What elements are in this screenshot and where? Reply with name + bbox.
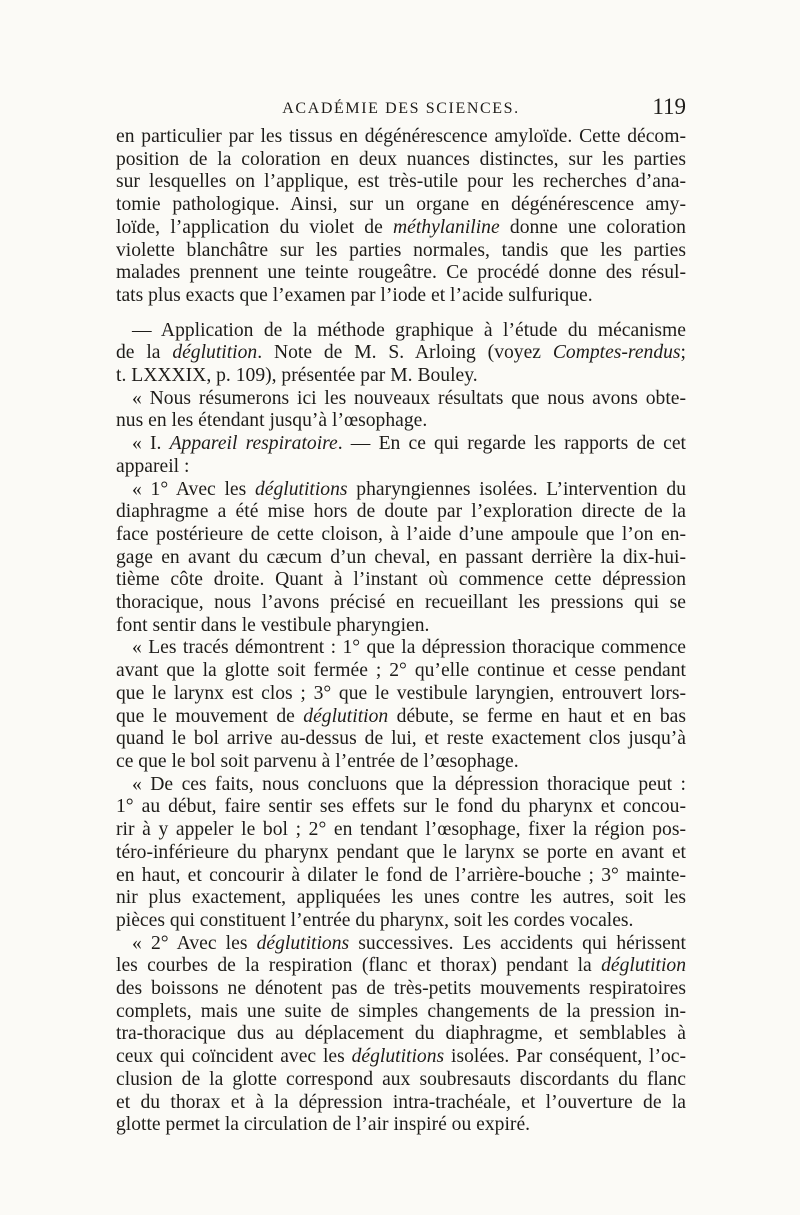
text-line: les courbes de la respiration (flanc et thorax) pendant la déglutition: [116, 955, 686, 977]
page-number: 119: [652, 94, 686, 119]
text-line: font sentir dans le vestibule pharyngien.: [116, 614, 430, 636]
text-line: tième côte droite. Quant à l’instant où commence cette dépression: [116, 569, 686, 591]
text-line: sur lesquelles on l’applique, est très-utile pour les recherches d’ana-: [116, 171, 686, 193]
paragraph: [116, 774, 686, 933]
text-line: 1° au début, faire sentir ses effets sur le fond du pharynx et concou-: [116, 796, 686, 818]
running-head: ACADÉMIE DES SCIENCES.: [282, 100, 520, 117]
paragraph: [116, 126, 686, 308]
text-line: en particulier par les tissus en dégénérescence amyloïde. Cette décom-: [116, 126, 686, 147]
text-line: et du thorax et à la dépression intra-trachéale, et l’ouverture de la: [116, 1091, 686, 1113]
text-line: en haut, et concourir à dilater le fond de l’arrière-bouche ; 3° mainte-: [116, 864, 686, 886]
text-line: nir plus exactement, appliquées les unes contre les autres, soit les: [116, 887, 686, 909]
page-header: [116, 94, 686, 124]
text-line: téro-inférieure du pharynx pendant que le larynx se porte en avant et: [116, 841, 686, 863]
text-line: ce que le bol soit parvenu à l’entrée de l’œsophage.: [116, 750, 519, 772]
text-line: loïde, l’application du violet de méthylaniline donne une coloration: [116, 216, 686, 238]
paragraph: [116, 479, 686, 638]
text-line: pièces qui constituent l’entrée du pharynx, soit les cordes vocales.: [116, 909, 634, 931]
paragraph: [116, 388, 686, 433]
text-line: ceux qui coïncident avec les déglutitions isolées. Par conséquent, l’oc-: [116, 1046, 687, 1068]
text-line: tats plus exacts que l’examen par l’iode et l’acide sulfurique.: [116, 284, 593, 306]
text-line: complets, mais une suite de simples changements de la pression in-: [116, 1000, 686, 1022]
text-line: rir à y appeler le bol ; 2° en tendant l’œsophage, fixer la région pos-: [116, 819, 686, 841]
text-line: malades prennent une teinte rougeâtre. Ce procédé donne des résul-: [116, 262, 686, 284]
paragraph: [116, 433, 686, 478]
text-line: avant que la glotte soit fermée ; 2° qu’elle continue et cesse pendant: [116, 660, 686, 682]
text-line: « 2° Avec les déglutitions successives. Les accidents qui hérissent: [132, 932, 687, 954]
paragraph: [116, 933, 686, 1137]
text-line: « I. Appareil respiratoire. — En ce qui regarde les rapports de cet: [132, 433, 686, 455]
body-text: [116, 126, 686, 1137]
text-line: t. LXXXIX, p. 109), présentée par M. Bouley.: [116, 365, 478, 387]
text-line: des boissons ne dénotent pas de très-petits mouvements respiratoires: [116, 978, 686, 1000]
text-line: quand le bol arrive au-dessus de lui, et reste exactement clos jusqu’à: [116, 728, 686, 750]
text-line: — Application de la méthode graphique à l’étude du mécanisme: [132, 319, 686, 341]
text-line: position de la coloration en deux nuances distinctes, sur les parties: [116, 148, 686, 170]
text-line: de la déglutition. Note de M. S. Arloing (voyez Comptes-rendus;: [116, 342, 686, 364]
text-line: thoracique, nous l’avons précisé en recueillant les pressions qui se: [116, 592, 686, 614]
text-line: tomie pathologique. Ainsi, sur un organe en dégénérescence amy-: [116, 194, 686, 216]
text-line: clusion de la glotte correspond aux soubresauts discordants du flanc: [116, 1068, 686, 1090]
text-line: « De ces faits, nous concluons que la dépression thoracique peut :: [132, 773, 686, 795]
text-line: « Les tracés démontrent : 1° que la dépression thoracique commence: [132, 637, 686, 659]
text-line: violette blanchâtre sur les parties normales, tandis que les parties: [116, 239, 686, 261]
text-line: tra-thoracique dus au déplacement du diaphragme, et semblables à: [116, 1023, 686, 1045]
text-line: que le larynx est clos ; 3° que le vestibule laryngien, entrouvert lors-: [116, 682, 686, 704]
paragraph: [116, 637, 686, 773]
text-line: que le mouvement de déglutition débute, se ferme en haut et en bas: [116, 705, 686, 727]
text-line: nus en les étendant jusqu’à l’œsophage.: [116, 410, 428, 432]
text-line: gage en avant du cæcum d’un cheval, en passant derrière la dix-hui-: [116, 546, 686, 568]
text-line: diaphragme a été mise hors de doute par l’exploration directe de la: [116, 501, 686, 523]
text-line: « 1° Avec les déglutitions pharyngiennes isolées. L’intervention du: [132, 478, 686, 500]
text-line: face postérieure de cette cloison, à l’aide d’une ampoule que l’on en-: [116, 523, 686, 545]
article-heading: [116, 320, 686, 388]
text-line: appareil :: [116, 455, 190, 477]
text-line: « Nous résumerons ici les nouveaux résultats que nous avons obte-: [132, 387, 686, 409]
text-line: glotte permet la circulation de l’air inspiré ou expiré.: [116, 1114, 531, 1136]
